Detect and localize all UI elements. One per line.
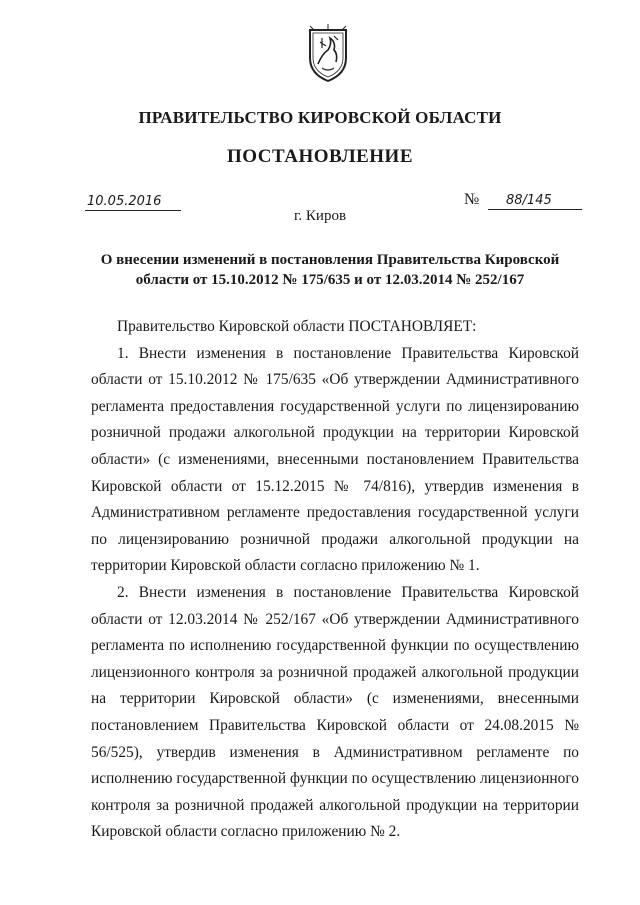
kirov-region-coat-of-arms-icon <box>304 24 352 84</box>
city-label: г. Киров <box>293 208 347 224</box>
item-1-paragraph: 1. Внести изменения в постановление Правительства Кировской области от 15.10.2012 № 175/635 «Об утверждении Административного регламента предоставления государственной услуги по лицензированию розничной продажи алкогольной продукции на территории Кировской области» (с изменениями, внесенными постановлением Правительства Кировской области от 15.12.2015 № 74/816), утвердив изменения в Административном регламенте предоставления государственной услуги по лицензированию розничной продажи алкогольной продукции на территории Кировской области согласно приложению № 1. <box>91 344 579 575</box>
preamble-paragraph: Правительство Кировской области ПОСТАНОВЛЯЕТ: <box>117 318 477 335</box>
document-number: 88/145 <box>488 192 582 210</box>
number-sign: № <box>464 191 480 208</box>
document-type-title: ПОСТАНОВЛЕНИЕ <box>226 146 414 167</box>
item-2-paragraph: 2. Внести изменения в постановление Правительства Кировской области от 12.03.2014 № 252/167 «Об утверждении Административного регламента по исполнению государственной функции по осуществлению лицензионного контроля за розничной продажей алкогольной продукции на территории Кировской области» (с изменениями, внесенными постановлением Правительства Кировской области от 24.08.2015 № 56/525), утвердив изменения в Административном регламенте по исполнению государственной функции по осуществлению лицензионного контроля за розничной продажей алкогольной продукции на территории Кировской области согласно приложению № 2. <box>91 583 579 841</box>
document-subject: О внесении изменений в постановления Правительства Кировской области от 15.10.2012 № 175/635 и от 12.03.2014 № 252/167 <box>100 252 560 288</box>
organization-name: ПРАВИТЕЛЬСТВО КИРОВСКОЙ ОБЛАСТИ <box>138 108 502 127</box>
document-date: 10.05.2016 <box>85 193 181 211</box>
document-number-field <box>464 190 584 210</box>
document-body <box>91 314 579 846</box>
